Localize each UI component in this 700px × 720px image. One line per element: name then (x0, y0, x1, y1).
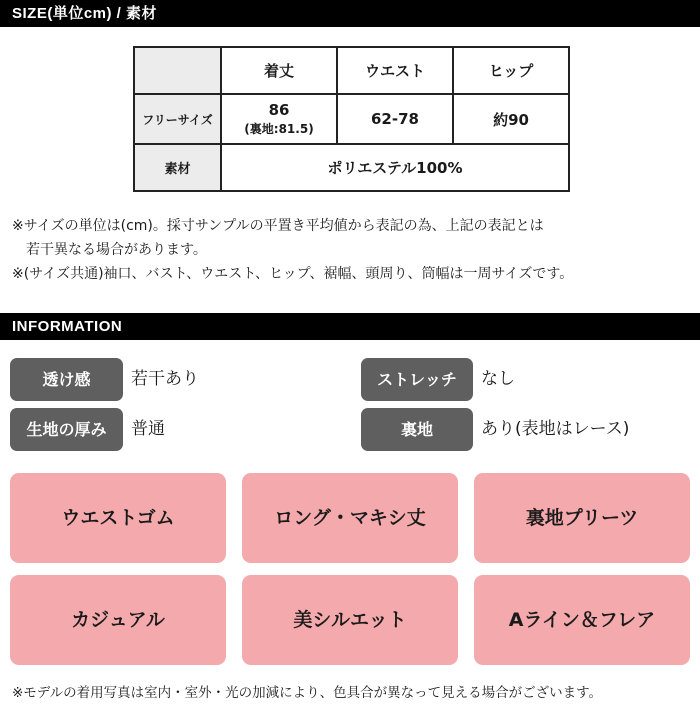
tag-waist-elastic: ウエストゴム (10, 473, 226, 563)
row-header-material: 素材 (134, 144, 221, 191)
table-header-row (134, 47, 569, 94)
tag-lining-pleats: 裏地プリーツ (474, 473, 690, 563)
lining-value: あり(表地はレース) (481, 419, 630, 439)
lining-label: 裏地 (361, 408, 473, 451)
size-notes (12, 214, 573, 286)
sheer-label: 透け感 (10, 358, 123, 401)
material-cell: ポリエステル100% (221, 144, 569, 191)
row-header-free-size: フリーサイズ (134, 94, 221, 144)
stretch-label: ストレッチ (361, 358, 473, 401)
column-header-length: 着丈 (221, 47, 337, 94)
tag-beautiful-silhouette: 美シルエット (242, 575, 458, 665)
size-section-header: SIZE(単位cm) / 素材 (0, 0, 700, 27)
tag-a-line-flare: Aライン＆フレア (474, 575, 690, 665)
tag-casual: カジュアル (10, 575, 226, 665)
tag-long-maxi-length: ロング・マキシ丈 (242, 473, 458, 563)
note-line: ※(サイズ共通)袖口、バスト、ウエスト、ヒップ、裾幅、頭周り、筒幅は一周サイズです。 (12, 266, 574, 282)
column-header-waist: ウエスト (337, 47, 453, 94)
note-line: 若干異なる場合があります。 (26, 242, 207, 258)
information-section-header: INFORMATION (0, 313, 700, 340)
length-value: 86 (268, 101, 290, 119)
thickness-value: 普通 (131, 419, 165, 439)
waist-cell: 62-78 (337, 94, 453, 144)
sheer-value: 若干あり (131, 369, 199, 389)
note-line: ※サイズの単位は(cm)。採寸サンプルの平置き平均値から表記の為、上記の表記とは (12, 218, 544, 234)
table-row (134, 94, 569, 144)
table-row (134, 144, 569, 191)
photo-disclaimer: ※モデルの着用写真は室内・室外・光の加減により、色具合が異なって見える場合がございます。 (12, 685, 603, 701)
size-table (133, 46, 570, 192)
table-corner-cell (134, 47, 221, 94)
column-header-hip: ヒップ (453, 47, 569, 94)
length-cell (221, 94, 337, 144)
hip-cell: 約90 (453, 94, 569, 144)
lining-length-value: (裏地:81.5) (244, 122, 314, 136)
thickness-label: 生地の厚み (10, 408, 123, 451)
stretch-value: なし (481, 369, 515, 389)
